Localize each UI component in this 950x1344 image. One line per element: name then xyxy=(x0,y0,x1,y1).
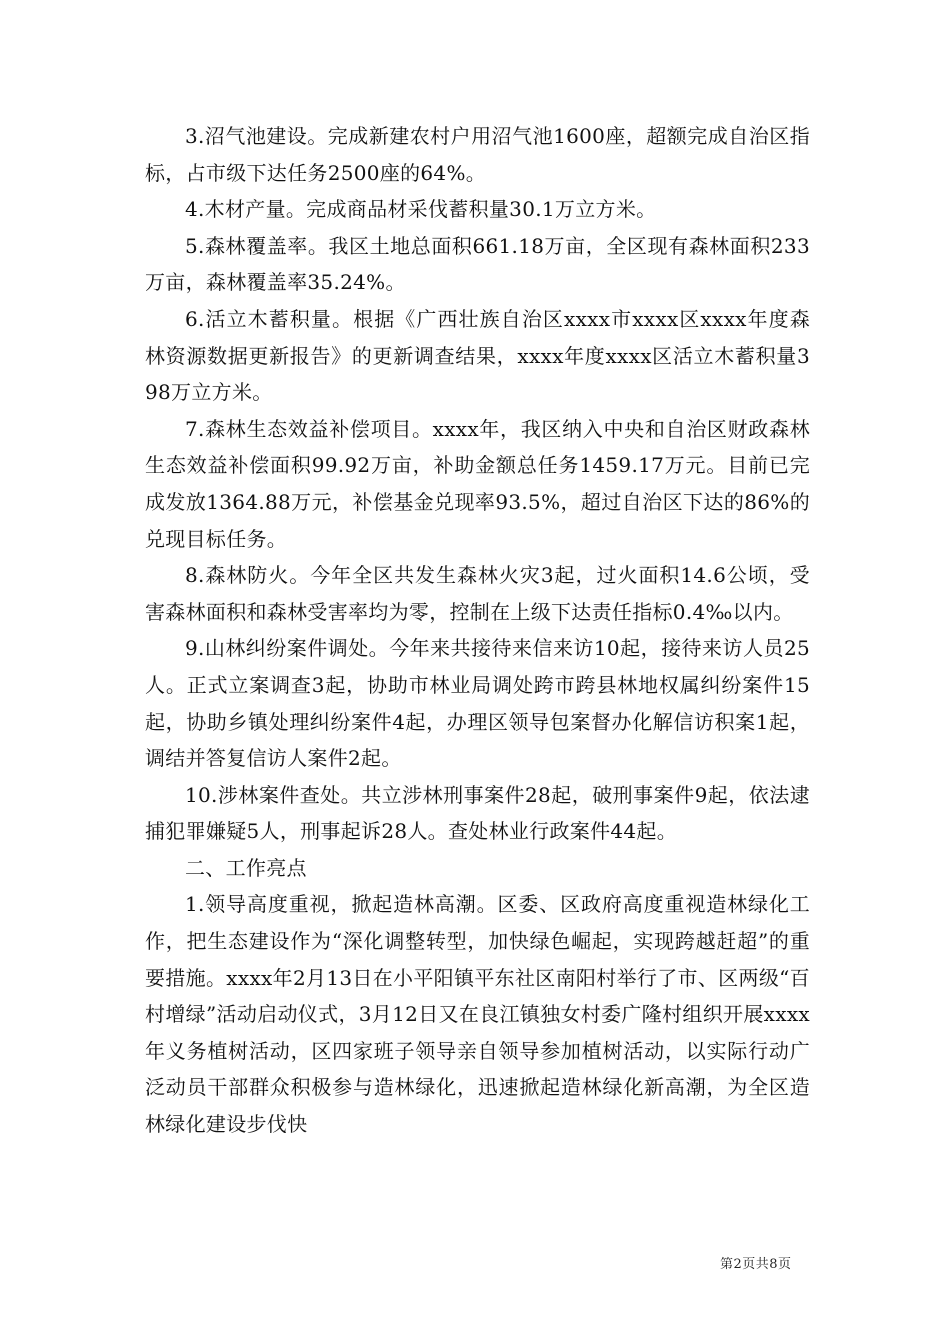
paragraph-biogas: 3.沼气池建设。完成新建农村户用沼气池1600座，超额完成自治区指标，占市级下达任务2500座的64%。 xyxy=(145,124,810,185)
page-number: 第2页共8页 xyxy=(720,1257,792,1272)
paragraph-timber: 4.木材产量。完成商品材采伐蓄积量30.1万立方米。 xyxy=(185,197,657,222)
paragraph-eco-compensation: 7.森林生态效益补偿项目。xxxx年，我区纳入中央和自治区财政森林生态效益补偿面积99.92万亩，补助金额总任务1459.17万元。目前已完成发放1364.88万元，补偿基金兑现率93.5%，超过自治区下达的86%的兑现目标任务。 xyxy=(145,416,810,551)
paragraph-leadership: 1.领导高度重视，掀起造林高潮。区委、区政府高度重视造林绿化工作，把生态建设作为“深化调整转型，加快绿色崛起，实现跨越赶超”的重要措施。xxxx年2月13日在小平阳镇平东社区南阳村举行了市、区两级“百村增绿”活动启动仪式，3月12日又在良江镇独女村委广隆村组织开展xxxx年义务植树活动，区四家班子领导亲自领导参加植树活动，以实际行动广泛动员干部群众积极参与造林绿化，迅速掀起造林绿化新高潮，为全区造林绿化建设步伐快 xyxy=(145,892,810,1137)
document-body xyxy=(145,118,810,1143)
paragraph-forest-coverage: 5.森林覆盖率。我区土地总面积661.18万亩，全区现有森林面积233万亩，森林覆盖率35.24%。 xyxy=(145,233,810,295)
section-heading: 二、工作亮点 xyxy=(185,855,307,880)
paragraph-forestry-cases: 10.涉林案件查处。共立涉林刑事案件28起，破刑事案件9起，依法逮捕犯罪嫌疑5人，刑事起诉28人。查处林业行政案件44起。 xyxy=(145,782,810,844)
paragraph-fire-prevention: 8.森林防火。今年全区共发生森林火灾3起，过火面积14.6公顷，受害森林面积和森林受害率均为零，控制在上级下达责任指标0.4‰以内。 xyxy=(145,563,810,624)
paragraph-dispute-mediation: 9.山林纠纷案件调处。今年来共接待来信来访10起，接待来访人员25人。正式立案调查3起，协助市林业局调处跨市跨县林地权属纠纷案件15起，协助乡镇处理纠纷案件4起，办理区领导包案督办化解信访积案1起，调结并答复信访人案件2起。 xyxy=(145,636,810,771)
paragraph-standing-stock: 6.活立木蓄积量。根据《广西壮族自治区xxxx市xxxx区xxxx年度森林资源数据更新报告》的更新调查结果，xxxx年度xxxx区活立木蓄积量398万立方米。 xyxy=(145,306,810,405)
